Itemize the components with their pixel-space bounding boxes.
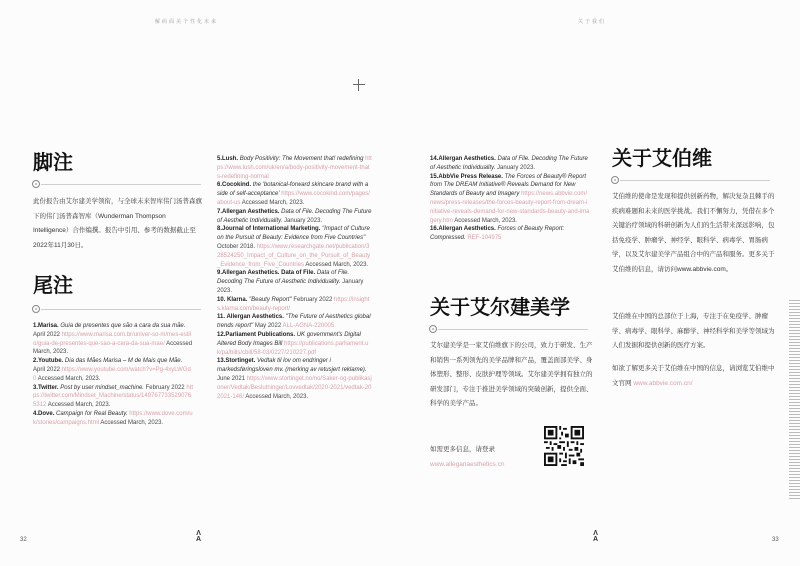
endnote-item [430,225,590,243]
endnote-url[interactable]: https://publications.parliament.uk/pa/bills/cbill/58-03/0227/210227.pdf [217,340,369,356]
endnote-url[interactable]: https://www.dove.com/uk/stories/campaigns.html [33,410,193,426]
endnote-accessed: Accessed March, 2023. [241,199,305,206]
about-aesthetics-heading: 关于艾尔建美学 [430,297,570,319]
endnote-label: 4.Dove. [33,410,55,417]
endnote-label: 15.AbbVie Press Release. [430,173,503,180]
endnote-date: May 2022 [254,323,282,330]
endnotes-column-3 [430,155,590,243]
page-number-right: 33 [772,537,779,543]
endnote-accessed: Accessed March, 2023. [454,217,517,224]
endnote-title: UK government's Digital Altered Body Images Bill [217,331,361,347]
endnote-item [217,296,372,314]
endnote-item [33,410,193,428]
endnote-url[interactable]: REF-104975 [467,235,502,242]
endnote-item [33,384,193,410]
endnote-date: January 2023. [217,279,364,294]
about-abbvie-link[interactable]: www.abbvie.com.cn/ [633,379,693,387]
endnote-title: The Forces of Beauty® Report from The DREAM Initiative® Reveals Demand for New Standards of Beauty and Imagery [430,173,587,198]
endnote-label: 6.Cocokind. [217,182,252,189]
about-aesthetics-more-prefix: 如需更多信息，请登录 [430,446,495,453]
endnote-title: Guia de presentes que são a cara da sua mãe. [60,323,186,329]
endnote-item [33,357,193,383]
endnote-label: 3.Twitter. [33,384,59,391]
endnote-item [217,269,372,295]
edge-stripes [789,300,800,500]
endnotes-heading: 尾注 [33,275,73,297]
about-abbvie-more-prefix: 如欲了解更多关于艾伯维在中国的信息，请浏览艾伯维中文官网 [612,365,775,387]
about-abbvie-heading: 关于艾伯维 [612,148,712,170]
endnote-label: 13.Stortinget. [217,358,256,365]
endnotes-column-2 [217,155,372,401]
endnote-label: 9.Allergan Aesthetics. Data of File. [217,270,316,277]
endnote-label: 8.Journal of International Marketing. [217,226,321,233]
endnote-url[interactable]: https://www.researchgate.net/publication/328524250_Impact_of_Culture_on_the_Pursuit_of_Beauty_Evidence_from_Five_Countries [217,243,371,268]
endnote-url[interactable]: https://www.cocokind.com/pages/about-us [217,191,370,206]
about-aesthetics-marker-icon: a [429,325,437,333]
endnote-label: 16.Allergan Aesthetics. [430,226,496,233]
endnote-url[interactable]: https://news.abbvie.com/news/press-releases/the-forces-beauty-report-from-dream-initiative-reveals-demand-for-new-standards-beauty-and-imagery.htm [430,191,590,224]
footnotes-body: 此份报告由艾尔建美学领衔，与全球未来智库伟门汤普森旗下的伟门汤普森智库（Wunderman Thompson Intelligence）合作编撰。报告中引用、参考的数据截止至2022年11月30日。 [33,198,202,249]
endnotes-marker-icon: a [32,305,40,313]
endnote-url[interactable]: https://www.lush.com/uk/en/a/body-positivity-movement-thats-redefining-normal [217,156,372,180]
endnote-title: Dia das Mães Marisa – M de Mais que Mãe. [64,358,183,365]
footnotes-marker-icon: a [32,180,40,188]
registration-crosshair-icon [353,79,365,91]
about-abbvie-marker-icon: a [611,176,619,184]
endnote-item [217,357,372,401]
endnotes-rule [41,309,201,310]
endnote-date: April 2022 [33,331,61,338]
endnotes-column-1 [33,322,193,428]
endnote-accessed: Accessed March, 2023. [37,375,101,382]
endnote-date: January 2023. [284,217,323,224]
endnote-title: Data of File. Decoding The Future of Aesthetic Individuality. [217,270,350,286]
qr-code-icon[interactable] [544,426,584,466]
about-aesthetics-rule [438,329,588,330]
endnote-date: April 2022 [33,366,61,373]
endnote-date: January 2023. [497,164,536,171]
about-abbvie-body-2: 艾伯维在中国的总部位于上海，专注于在免疫学、肿瘤学、病毒学、眼科学、麻醉学、神经科学和美学等领域为人们发掘和提供创新的医疗方案。 [612,313,775,349]
endnote-accessed: Accessed March, 2023. [305,261,369,268]
endnote-accessed: Accessed March, 2023. [245,393,309,400]
about-abbvie-rule [620,180,770,181]
endnote-label: 2.Youtube. [33,358,64,365]
about-aesthetics-link[interactable]: www.alleganaesthetics.cn [430,460,505,468]
endnote-title: Post by user mindset_machine. [60,384,144,391]
endnote-title: Forces of Beauty Report: Compressed. [430,226,565,242]
endnote-url[interactable]: ALL-AGNA-220005 [282,323,335,330]
endnote-item [217,181,372,207]
about-abbvie-more [612,362,777,391]
right-page [400,0,800,566]
footnotes-heading: 脚注 [33,152,73,174]
footnotes-rule [41,184,201,185]
endnote-item [217,155,372,181]
endnote-label: 14.Allergan Aesthetics. [430,156,496,162]
endnote-url[interactable]: https://www.youtube.com/watch?v=Pg-4xyLWGd0 [33,366,191,382]
endnote-label: 11. Allergan Aesthetics. [217,314,284,321]
endnote-date: February 2022 [145,384,185,391]
logo-left-icon: Λ A [196,530,202,543]
endnote-title: Campaign for Real Beauty. [56,410,128,417]
endnote-title: "The Future of Aesthetics global trends report" [217,314,371,330]
endnote-item [217,331,372,357]
about-aesthetics-more [430,443,540,472]
endnote-title: Data of File. Decoding The Future of Aesthetic Individuality. [217,208,372,224]
endnote-date: June 2021 [217,375,246,382]
endnote-label: 12.Parliament Publications. [217,331,296,338]
endnote-accessed: Accessed March, 2023. [100,419,164,426]
endnote-label: 5.Lush. [217,156,239,162]
endnote-title: Body Positivity: The Movement that! redefining [239,156,364,162]
endnote-item [430,155,590,173]
endnote-url[interactable]: https://insights.klarna.com/beauty-report/ [217,296,370,312]
endnote-date: October 2018. [217,243,256,250]
endnote-title: Data of File. Decoding The Future of Aesthetic Individuality. [430,156,588,171]
endnote-item [217,313,372,331]
endnote-item [430,173,590,226]
about-abbvie-body-1: 艾伯维的使命是发现和提供创新药物，解决复杂且棘手的疾病难题和未来的医学挑战。我们不懈努力，凭借在多个关键治疗领域的科研创新为人们的生活带来深远影响，包括免疫学、肿瘤学、神经学、眼科学、病毒学、胃肠病学，以及艾尔建美学产品组合中的产品和服务。更多关于艾伯维的信息，请访问www.abbvie.com。 [612,193,775,273]
endnote-title: Vedtak til lov om endringer i markedsføringsloven mv. (merking av retusjert reklame). [217,358,367,374]
endnote-label: 10. Klarna. [217,296,248,303]
endnote-accessed: Accessed March, 2023. [47,402,111,409]
endnote-accessed: Accessed March, 2023. [33,340,193,356]
endnote-item [217,208,372,226]
endnote-label: 1.Marisa. [33,323,59,329]
running-header-left: 解码面美个性化未来 [155,19,219,25]
endnote-url[interactable]: https://www.marisa.com.br/univer-so-m/mes-estilo/guia-de-presentes-que-sao-a-cara-da-sua-mae/ [33,331,192,347]
endnote-item [217,225,372,269]
endnote-url[interactable]: https://www.stortinget.no/no/Saker-og-publikasjoner/Vedtak/Beslutninger/Lovvedtak/2020-2021/vedtak-202021-146/ [217,375,372,400]
endnote-date: February 2022 [293,296,333,303]
logo-right-icon: Λ A [593,530,599,543]
endnote-title: the 'botanical-forward skincare brand with a side of self-acceptance' [217,182,369,198]
endnote-url[interactable]: https://twitter.com/Mindset_Machine/status/1497677335290765312 [33,384,193,409]
page-number-left: 32 [20,537,27,543]
endnote-label: 7.Allergan Aesthetics. [217,208,280,215]
endnote-title: "Beauty Report" [249,296,292,303]
running-header-right: 关于我们 [578,19,607,25]
endnote-title: "Impact of Culture on the Pursuit of Beauty: Evidence from Five Countries" [217,226,370,242]
about-aesthetics-body: 艾尔建美学是一家艾伯维旗下的公司，致力于研发、生产和销售一系列领先的美学品牌和产品，覆盖面部美学、身体塑形、整形、皮肤护理等领域。艾尔建美学拥有独立的研发部门，专注于推进美学领域的突破创新，提供全面、科学的美学产品。 [430,342,593,407]
endnote-item [33,322,193,357]
